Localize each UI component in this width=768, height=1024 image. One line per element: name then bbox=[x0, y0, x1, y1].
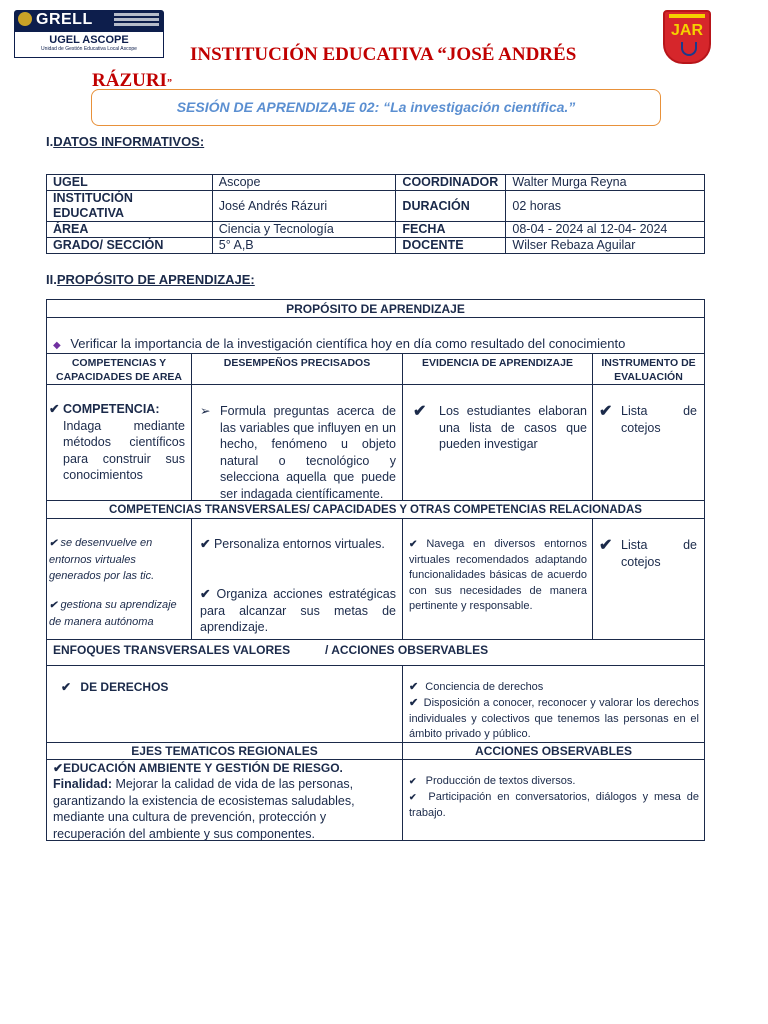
evidencia-cell bbox=[402, 384, 593, 501]
logo-decoration bbox=[114, 13, 159, 29]
transversal-header: COMPETENCIAS TRANSVERSALES/ CAPACIDADES Y OTRAS COMPETENCIAS RELACIONADAS bbox=[46, 500, 705, 519]
enfoques-header bbox=[46, 639, 705, 666]
check-icon: ✔ bbox=[61, 680, 72, 694]
enfoques-header-left: ENFOQUES TRANSVERSALES VALORES bbox=[53, 643, 291, 657]
grell-logo-text: GRELL bbox=[36, 11, 93, 28]
check-icon: ✔ bbox=[49, 538, 58, 549]
table-row: UGEL Ascope COORDINADOR Walter Murga Reyna bbox=[47, 175, 705, 191]
col-header-desempenos: DESEMPEÑOS PRECISADOS bbox=[191, 353, 403, 385]
transversal-des-2: Organiza acciones estratégicas para alcanzar sus metas de aprendizaje. bbox=[200, 587, 396, 634]
transversal-competencias-cell bbox=[46, 518, 192, 640]
transversal-des-1: Personaliza entornos virtuales. bbox=[213, 537, 385, 551]
transversal-evidencia-cell bbox=[402, 518, 593, 640]
transversal-comp-2: gestiona su aprendizaje de manera autónoma bbox=[49, 599, 177, 628]
arrow-icon: ➢ bbox=[200, 404, 211, 418]
table-row: INSTITUCIÓN EDUCATIVA José Andrés Rázuri DURACIÓN 02 horas bbox=[47, 191, 705, 222]
ugel-subtitle: Unidad de Gestión Educativa Local Ascope bbox=[41, 46, 137, 52]
ejes-header-right: ACCIONES OBSERVABLES bbox=[402, 742, 705, 760]
section-2-heading: II.PROPÓSITO DE APRENDIZAJE: bbox=[46, 272, 255, 287]
competencia-text: Indaga mediante métodos científicos para construir sus conocimientos bbox=[63, 418, 185, 482]
check-icon: ✔ bbox=[409, 681, 419, 693]
ugel-name: UGEL ASCOPE bbox=[49, 34, 129, 46]
check-icon: ✔ bbox=[200, 587, 211, 601]
transversal-evidencia: Navega en diversos entornos virtuales recomendados adaptando funcionalidades básicas de acuerdo con sus necesidades de manera pertinente y responsable. bbox=[409, 538, 587, 612]
evidencia-text: Los estudiantes elaboran una lista de casos que pueden investigar bbox=[439, 404, 587, 451]
table-row: ÁREA Ciencia y Tecnología FECHA 08-04 - 2024 al 12-04- 2024 bbox=[47, 222, 705, 238]
transversal-instrumento: Lista de cotejos bbox=[621, 538, 697, 569]
instrumento-text: Lista de cotejos bbox=[621, 404, 697, 435]
check-icon: ✔ bbox=[200, 537, 211, 551]
purpose-statement: ◆ Verificar la importancia de la investigación científica hoy en día como resultado del conocimiento bbox=[53, 336, 626, 351]
desempeno-cell bbox=[191, 384, 403, 501]
enfoque-value-cell bbox=[46, 665, 403, 743]
instrumento-cell bbox=[592, 384, 705, 501]
ejes-content-cell bbox=[46, 759, 403, 841]
ejes-finalidad bbox=[53, 776, 383, 842]
crest-banner bbox=[669, 14, 705, 18]
session-title-box bbox=[91, 89, 661, 126]
desempeno-text: Formula preguntas acerca de las variables que influyen en un hecho, fenómeno u objeto natural o tecnológico y selecciona aquella que puede ser indagada científicamente. bbox=[220, 404, 396, 501]
ejes-actions-cell bbox=[402, 759, 705, 841]
school-crest-logo bbox=[663, 10, 711, 64]
enfoque-value: DE DERECHOS bbox=[80, 680, 169, 694]
check-icon: ✔ bbox=[599, 537, 613, 554]
crest-initials: JAR bbox=[670, 22, 703, 39]
ejes-action-2: Participación en conversatorios, diálogos y mesa de trabajo. bbox=[409, 791, 700, 819]
check-icon: ✔ bbox=[409, 697, 419, 709]
info-table bbox=[46, 174, 705, 254]
check-icon: ✔ bbox=[49, 402, 60, 416]
anchor-icon bbox=[681, 42, 697, 56]
transversal-desempenos-cell bbox=[191, 518, 403, 640]
institution-line-1: INSTITUCIÓN EDUCATIVA “JOSÉ ANDRÉS bbox=[190, 44, 577, 65]
competencia-label: COMPETENCIA: bbox=[62, 402, 160, 416]
purpose-statement-cell bbox=[46, 317, 705, 354]
col-header-evidencia: EVIDENCIA DE APRENDIZAJE bbox=[402, 353, 593, 385]
check-icon: ✔ bbox=[49, 600, 58, 611]
session-title: SESIÓN DE APRENDIZAJE 02: “La investigación científica.” bbox=[176, 99, 576, 115]
enfoque-action-1: Conciencia de derechos bbox=[425, 681, 544, 693]
enfoques-header-right: / ACCIONES OBSERVABLES bbox=[325, 643, 489, 657]
section-1-heading: I.DATOS INFORMATIVOS: bbox=[46, 134, 205, 149]
transversal-instrumento-cell bbox=[592, 518, 705, 640]
check-icon: ✔ bbox=[409, 792, 417, 802]
regional-seal-icon bbox=[18, 12, 32, 26]
bullet-icon: ◆ bbox=[53, 340, 61, 351]
institution-line-2: RÁZURI” bbox=[92, 70, 172, 91]
finalidad-text: Mejorar la calidad de vida de las personas, garantizando la existencia de ecosistemas saludables, mediante una cultura de prevención, protección y recuperación del ambiente y sus componentes. bbox=[53, 777, 355, 841]
check-icon: ✔ bbox=[599, 403, 613, 420]
ejes-action-1: Producción de textos diversos. bbox=[425, 775, 576, 787]
ejes-title: EDUCACIÓN AMBIENTE Y GESTIÓN DE RIESGO. bbox=[63, 761, 343, 775]
enfoque-action-2: Disposición a conocer, reconocer y valorar los derechos individuales y colectivos que tenemos las personas en el ámbito privado y público. bbox=[409, 697, 699, 740]
competencia-cell bbox=[46, 384, 192, 501]
col-header-instrumento: INSTRUMENTO DE EVALUACIÓN bbox=[592, 353, 705, 385]
check-icon: ✔ bbox=[409, 539, 418, 550]
purpose-header: PROPÓSITO DE APRENDIZAJE bbox=[46, 299, 705, 318]
table-row: GRADO/ SECCIÓN 5° A,B DOCENTE Wilser Rebaza Aguilar bbox=[47, 238, 705, 254]
check-icon: ✔ bbox=[409, 776, 417, 786]
ejes-header-left: EJES TEMATICOS REGIONALES bbox=[46, 742, 403, 760]
check-icon: ✔ bbox=[413, 403, 427, 420]
finalidad-label: Finalidad: bbox=[53, 777, 113, 791]
enfoque-actions-cell bbox=[402, 665, 705, 743]
transversal-comp-1: se desenvuelve en entornos virtuales generados por las tic. bbox=[49, 537, 155, 582]
col-header-competencias: COMPETENCIAS Y CAPACIDADES DE AREA bbox=[46, 353, 192, 385]
check-icon: ✔ bbox=[53, 761, 64, 775]
